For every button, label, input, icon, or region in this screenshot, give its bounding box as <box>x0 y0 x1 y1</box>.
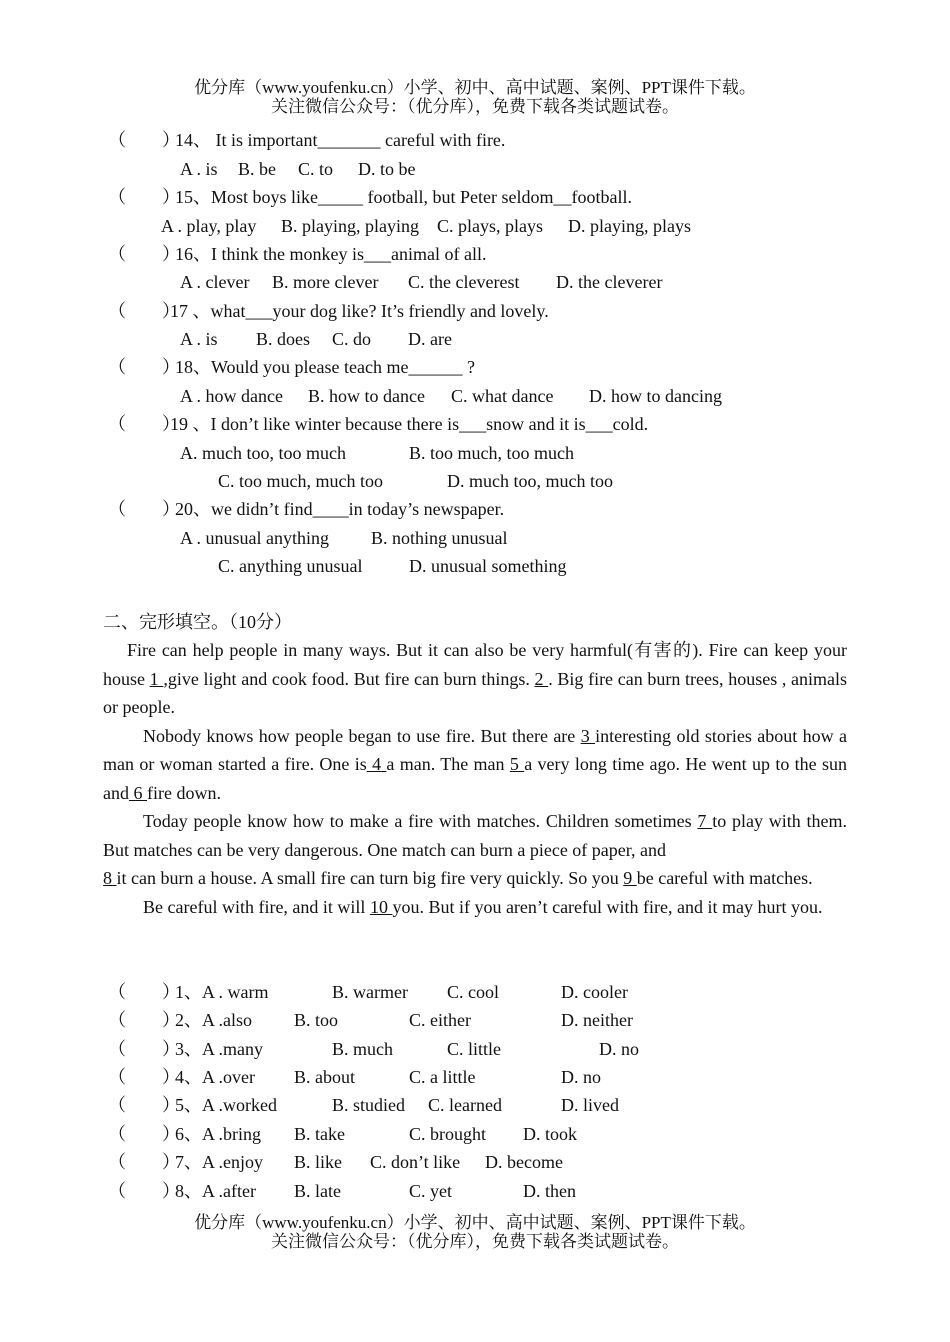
option-b: B. more clever <box>272 272 379 292</box>
option-b: B. does <box>256 329 310 349</box>
option-c: C. anything unusual <box>218 556 363 576</box>
page-header-line1: 优分库（www.youfenku.cn）小学、初中、高中试题、案例、PPT课件下载。 <box>194 78 756 97</box>
option-a: 7、A .enjoy <box>175 1152 263 1172</box>
option-d: D. took <box>523 1124 577 1144</box>
blank-7: 7 <box>697 811 713 831</box>
option-c: C. little <box>447 1039 501 1059</box>
answer-paren[interactable]: （ ） <box>108 130 180 150</box>
option-b: B. much <box>332 1039 393 1059</box>
option-b: B. too <box>294 1010 339 1030</box>
option-d: D. lived <box>561 1095 619 1115</box>
option-c: C. cool <box>447 982 499 1002</box>
answer-paren[interactable]: （ ） <box>108 414 180 434</box>
answer-paren[interactable]: （ ） <box>108 499 180 519</box>
question-text: 19 、I don’t like winter because there is___snow and it is___cold. <box>170 414 649 434</box>
option-d: D. cooler <box>561 982 628 1002</box>
paragraph-1: Fire can help people in many ways. But it can also be very harmful(有害的). Fire can keep your house 1 ,give light and cook food. But fire can burn things. 2 . Big fire can burn trees, houses , animals or people. <box>103 640 848 717</box>
option-d: D. how to dancing <box>589 386 722 406</box>
option-d: D. unusual something <box>409 556 567 576</box>
option-a: A . play, play <box>161 216 257 236</box>
option-b: B. how to dance <box>308 386 425 406</box>
option-b: B. playing, playing <box>281 216 419 236</box>
page-header-line2: 关注微信公众号：（优分库），免费下载各类试题试卷。 <box>271 97 679 116</box>
option-c: C. a little <box>409 1067 476 1087</box>
blank-4: 4 <box>366 754 387 774</box>
option-a: A. much too, too much <box>180 443 346 463</box>
blank-5: 5 <box>509 754 525 774</box>
blank-6: 6 <box>129 782 147 803</box>
option-c: C. too much, much too <box>218 471 383 491</box>
option-c: C. learned <box>428 1095 502 1115</box>
answer-paren[interactable]: （ ） <box>108 1095 180 1115</box>
option-a: A . is <box>180 329 218 349</box>
option-a: A . how dance <box>180 386 283 406</box>
option-a: 5、A .worked <box>175 1095 277 1115</box>
option-a: 3、A .many <box>175 1039 263 1059</box>
question-text: 16、I think the monkey is___animal of all. <box>175 244 487 264</box>
option-b: B. late <box>294 1181 341 1201</box>
paragraph-2: Nobody knows how people began to use fire. But there are 3 interesting old stories about how a man or woman started a fire. One is 4 a man. The man 5 a very long time ago. He went up to the sun and 6 fire down. <box>103 725 847 803</box>
option-a: A . is <box>180 159 218 179</box>
blank-1: 1 <box>149 668 164 689</box>
answer-paren[interactable]: （ ） <box>108 187 180 207</box>
answer-paren[interactable]: （ ） <box>108 357 180 377</box>
option-b: B. too much, too much <box>409 443 574 463</box>
option-a: A . unusual anything <box>180 528 329 548</box>
answer-paren[interactable]: （ ） <box>108 1124 180 1144</box>
blank-8: 8 <box>103 868 117 888</box>
page-footer-line1: 优分库（www.youfenku.cn）小学、初中、高中试题、案例、PPT课件下载。 <box>194 1213 756 1232</box>
answer-paren[interactable]: （ ） <box>108 1152 180 1172</box>
option-a: 2、A .also <box>175 1010 253 1030</box>
blank-9: 9 <box>623 868 637 888</box>
option-d: D. no <box>561 1067 601 1087</box>
option-a: 8、A .after <box>175 1181 256 1201</box>
option-d: D. to be <box>358 159 416 179</box>
option-c: C. do <box>332 329 372 349</box>
option-b: B. nothing unusual <box>371 528 508 548</box>
question-text: 18、Would you please teach me______ ? <box>175 357 475 377</box>
question-text: 14、 It is important_______ careful with fire. <box>175 130 506 150</box>
option-c: C. plays, plays <box>437 216 543 236</box>
option-d: D. playing, plays <box>568 216 691 236</box>
option-b: B. like <box>294 1152 342 1172</box>
answer-paren[interactable]: （ ） <box>108 1181 180 1201</box>
option-a: 4、A .over <box>175 1067 255 1087</box>
option-d: D. become <box>485 1152 563 1172</box>
option-c: C. yet <box>409 1181 452 1201</box>
option-a: 1、A . warm <box>175 982 269 1002</box>
option-d: D. then <box>523 1181 576 1201</box>
paragraph-3: Today people know how to make a fire with matches. Children sometimes 7 to play with them. But matches can be very dangerous. One match can burn a piece of paper, and 8 it can burn a house. A small fire can turn big fire very quickly. So you 9 be careful with matches. <box>103 811 847 888</box>
question-text: 20、we didn’t find____in today’s newspaper. <box>175 499 505 519</box>
option-a: A . clever <box>180 272 250 292</box>
answer-paren[interactable]: （ ） <box>108 1039 180 1059</box>
answer-paren[interactable]: （ ） <box>108 1067 180 1087</box>
option-c: C. either <box>409 1010 471 1030</box>
question-text: 17 、what___your dog like? It’s friendly and lovely. <box>170 301 549 321</box>
cloze-passage <box>103 636 847 921</box>
page-footer-line2: 关注微信公众号：（优分库），免费下载各类试题试卷。 <box>271 1232 679 1251</box>
option-b: B. warmer <box>332 982 408 1002</box>
option-a: 6、A .bring <box>175 1124 262 1144</box>
blank-2: 2 <box>534 668 549 689</box>
option-c: C. the cleverest <box>408 272 520 292</box>
option-d: D. no <box>599 1039 639 1059</box>
answer-paren[interactable]: （ ） <box>108 982 180 1002</box>
option-c: C. don’t like <box>370 1152 461 1172</box>
option-c: C. what dance <box>451 386 554 406</box>
option-d: D. the cleverer <box>556 272 663 292</box>
blank-3: 3 <box>580 725 596 746</box>
question-text: 15、Most boys like_____ football, but Peter seldom__football. <box>175 187 632 207</box>
option-c: C. brought <box>409 1124 487 1144</box>
answer-paren[interactable]: （ ） <box>108 244 180 264</box>
answer-paren[interactable]: （ ） <box>108 1010 180 1030</box>
option-d: D. are <box>408 329 452 349</box>
option-b: B. about <box>294 1067 355 1087</box>
option-d: D. much too, much too <box>447 471 613 491</box>
option-b: B. studied <box>332 1095 406 1115</box>
option-d: D. neither <box>561 1010 633 1030</box>
option-c: C. to <box>298 159 334 179</box>
blank-10: 10 <box>369 896 393 917</box>
option-b: B. be <box>238 159 276 179</box>
option-b: B. take <box>294 1124 345 1144</box>
paragraph-4: Be careful with fire, and it will 10 you. But if you aren’t careful with fire, and it may hurt you. <box>143 896 823 917</box>
answer-paren[interactable]: （ ） <box>108 301 180 321</box>
